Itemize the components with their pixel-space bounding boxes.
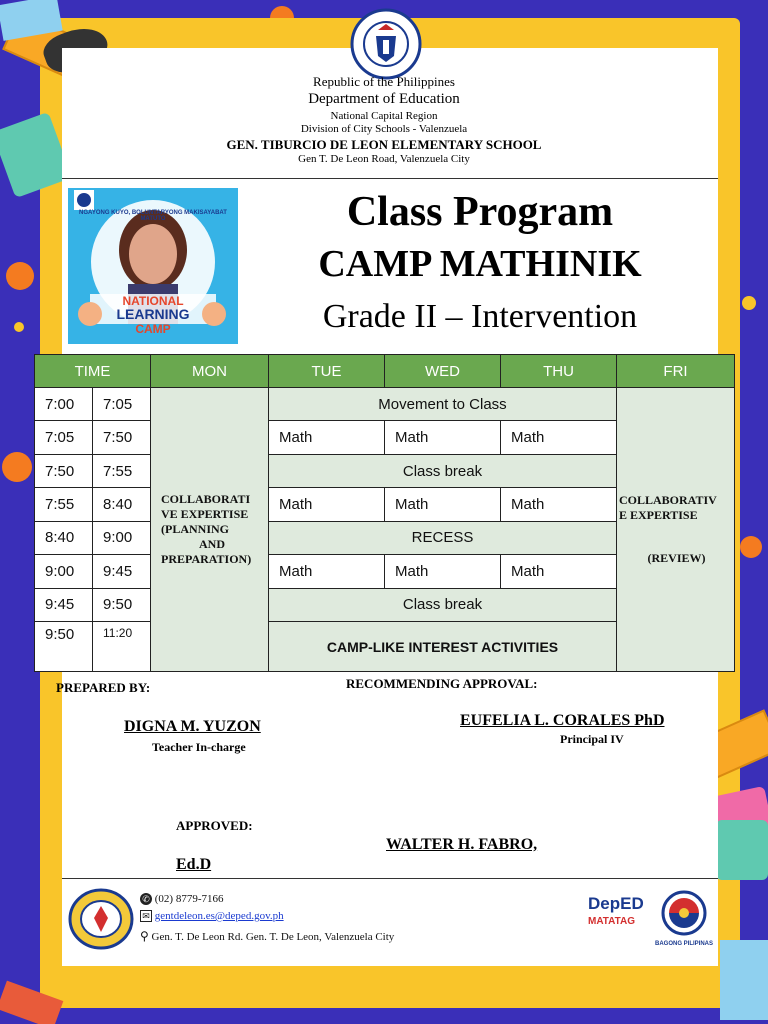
fri-line: COLLABORATIV: [619, 493, 717, 507]
title-class-program: Class Program: [346, 189, 614, 235]
header-thu: THU: [501, 355, 617, 388]
table-header-row: [35, 355, 735, 388]
bg-dot: [6, 262, 34, 290]
mon-line: PREPARATION): [161, 552, 252, 566]
wed-math-cell: Math: [385, 421, 501, 454]
header-fri: FRI: [617, 355, 735, 388]
camp-arc-text: NGAYONG KUYO, BOLUNTARYONG MAKISAYABAT MATUTO: [79, 210, 227, 222]
deped-seal-icon: [350, 8, 422, 80]
title-grade: Grade II – Intervention: [322, 298, 638, 335]
camp-label-national: NATIONAL: [122, 294, 184, 308]
header-wed: WED: [385, 355, 501, 388]
wed-math-cell: Math: [385, 488, 501, 521]
camp-label-learning: LEARNING: [116, 306, 190, 322]
school-seal-icon: [68, 888, 134, 950]
thu-math-cell: Math: [501, 488, 617, 521]
camp-label-camp: CAMP: [135, 322, 171, 336]
approved-label: APPROVED:: [176, 818, 253, 833]
header-address: Gen T. De Leon Road, Valenzuela City: [298, 153, 470, 165]
approved-suffix: Ed.D: [176, 856, 212, 873]
recommending-label: RECOMMENDING APPROVAL:: [346, 676, 538, 691]
time-start: 9:00: [35, 555, 93, 588]
approved-name: WALTER H. FABRO,: [386, 836, 538, 853]
bg-dot: [742, 296, 756, 310]
bagong-pilipinas-text: BAGONG PILIPINAS: [654, 941, 713, 947]
pencil-decoration: [720, 940, 768, 1020]
footer-address: Gen. T. De Leon Rd. Gen. T. De Leon, Valenzuela City: [151, 931, 395, 943]
matatag-text: MATATAG: [588, 916, 636, 927]
time-start: 9:50: [35, 622, 93, 672]
header-divider: [62, 178, 718, 179]
location-pin-icon: ⚲: [140, 929, 149, 943]
mon-line: VE EXPERTISE: [161, 507, 249, 521]
header-mon: MON: [151, 355, 269, 388]
deped-logo: [588, 894, 646, 950]
time-start: 7:50: [35, 454, 93, 487]
bagong-pilipinas-logo: [654, 890, 714, 952]
bg-dot: [740, 536, 762, 558]
activity-cell: RECESS: [269, 521, 617, 554]
tue-math-cell: Math: [269, 555, 385, 588]
teacher-photo: [68, 188, 238, 344]
footer-divider: [62, 878, 718, 879]
schedule-table: [34, 354, 735, 672]
header-region: National Capital Region: [330, 110, 438, 122]
thu-math-cell: Math: [501, 421, 617, 454]
bagong-pilipinas-emblem-icon: [661, 890, 707, 936]
phone-icon: ✆: [140, 893, 152, 905]
deped-logo-text: DepED: [588, 894, 644, 913]
mon-collaborative-cell: [151, 388, 269, 672]
wed-math-cell: Math: [385, 555, 501, 588]
thu-math-cell: Math: [501, 555, 617, 588]
time-end: 9:45: [93, 555, 151, 588]
bg-dot: [14, 322, 24, 332]
prepared-by-label: PREPARED BY:: [56, 680, 151, 695]
activity-cell: Movement to Class: [269, 388, 617, 421]
time-end: 7:55: [93, 454, 151, 487]
time-end: 9:50: [93, 588, 151, 621]
header-time: TIME: [35, 355, 151, 388]
time-start: 8:40: [35, 521, 93, 554]
header-republic: Republic of the Philippines: [313, 74, 455, 89]
time-start: 7:55: [35, 488, 93, 521]
contact-phone: [140, 893, 224, 905]
time-start: 9:45: [35, 588, 93, 621]
recommending-name: EUFELIA L. CORALES PhD: [460, 712, 665, 729]
eraser-decoration: [716, 820, 768, 880]
email-link[interactable]: gentdeleon.es@deped.gov.ph: [154, 910, 284, 922]
tue-math-cell: Math: [269, 421, 385, 454]
time-end: 11:20: [93, 622, 151, 672]
bg-dot: [2, 452, 32, 482]
fri-line: E EXPERTISE: [619, 508, 698, 522]
time-start: 7:05: [35, 421, 93, 454]
phone-number: (02) 8779-7166: [154, 893, 224, 905]
header-tue: TUE: [269, 355, 385, 388]
contact-email: [140, 910, 284, 922]
mon-line: COLLABORATI: [161, 492, 251, 506]
email-icon: ✉: [140, 910, 152, 922]
activity-cell: Class break: [269, 454, 617, 487]
tue-math-cell: Math: [269, 488, 385, 521]
header-division: Division of City Schools - Valenzuela: [300, 123, 468, 135]
recommending-title: Principal IV: [560, 732, 624, 746]
prepared-name: DIGNA M. YUZON: [124, 718, 261, 735]
time-start: 7:00: [35, 388, 93, 421]
time-end: 9:00: [93, 521, 151, 554]
fri-collaborative-cell: [617, 388, 735, 672]
activity-cell: Class break: [269, 588, 617, 621]
fri-line: (REVIEW): [647, 551, 706, 565]
prepared-title: Teacher In-charge: [152, 740, 246, 754]
mon-line: (PLANNING: [161, 522, 229, 536]
camp-activities-cell: CAMP-LIKE INTEREST ACTIVITIES: [269, 622, 617, 672]
header-department: Department of Education: [308, 91, 460, 107]
contact-address: [140, 929, 394, 944]
table-row: [35, 388, 735, 421]
time-end: 8:40: [93, 488, 151, 521]
time-end: 7:05: [93, 388, 151, 421]
mon-line: AND: [199, 537, 225, 551]
time-end: 7:50: [93, 421, 151, 454]
title-camp-name: CAMP MATHINIK: [318, 243, 642, 285]
header-school: GEN. TIBURCIO DE LEON ELEMENTARY SCHOOL: [226, 137, 542, 152]
